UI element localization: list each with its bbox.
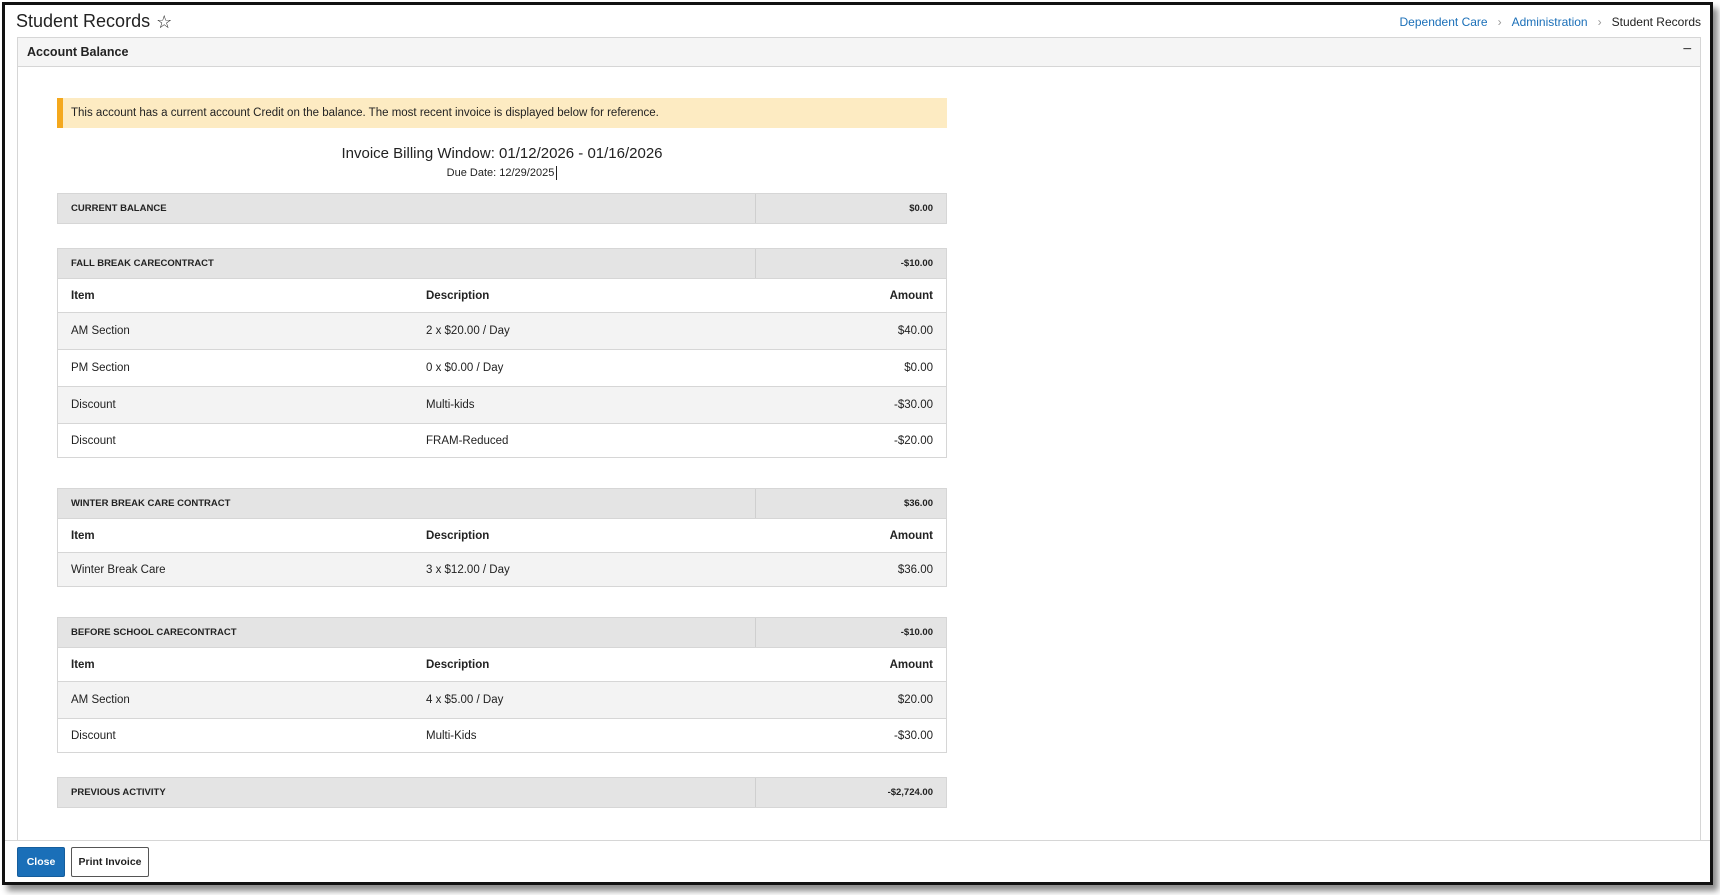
cell-amount: -$20.00 bbox=[893, 434, 933, 447]
footer-bar bbox=[5, 840, 1710, 883]
table-row bbox=[58, 423, 946, 457]
section-amount: $0.00 bbox=[909, 203, 933, 214]
credit-alert bbox=[57, 98, 947, 128]
page-title-group bbox=[16, 11, 172, 32]
panel-title: Account Balance bbox=[27, 45, 129, 59]
cell-item: Winter Break Care bbox=[71, 563, 166, 576]
cell-description: 3 x $12.00 / Day bbox=[426, 563, 510, 576]
cell-item: PM Section bbox=[71, 362, 130, 374]
table-row bbox=[58, 386, 946, 423]
table-header-row bbox=[58, 647, 946, 681]
invoice-content bbox=[57, 98, 947, 808]
column-header-amount: Amount bbox=[889, 289, 933, 302]
text-cursor bbox=[556, 166, 557, 180]
breadcrumb-administration[interactable]: Administration bbox=[1511, 15, 1588, 29]
alert-text: This account has a current account Credit on the balance. The most recent invoice is displayed below for reference. bbox=[71, 107, 659, 119]
breadcrumb bbox=[1400, 15, 1701, 29]
due-date: Due Date: 12/29/2025 bbox=[446, 166, 555, 179]
star-icon[interactable]: ☆ bbox=[156, 11, 173, 32]
cell-item: AM Section bbox=[71, 694, 130, 706]
breadcrumb-dependent-care[interactable]: Dependent Care bbox=[1399, 15, 1488, 29]
column-header-description: Description bbox=[426, 529, 490, 542]
section-label: FALL BREAK CARECONTRACT bbox=[58, 249, 756, 278]
cell-description: 2 x $20.00 / Day bbox=[426, 325, 510, 337]
account-balance-panel bbox=[17, 37, 1701, 843]
cell-description: 4 x $5.00 / Day bbox=[426, 694, 504, 706]
cell-amount: -$30.00 bbox=[893, 399, 933, 411]
chevron-right-icon: › bbox=[1497, 15, 1502, 29]
section-amount: $36.00 bbox=[903, 498, 933, 509]
billing-window: Invoice Billing Window: 01/12/2026 - 01/16/2026 bbox=[341, 145, 663, 162]
section-header bbox=[58, 489, 946, 518]
cell-item: Discount bbox=[71, 399, 116, 411]
cell-amount: $40.00 bbox=[897, 325, 933, 337]
table-header-row bbox=[58, 518, 946, 552]
cell-description: Multi-Kids bbox=[426, 729, 477, 742]
contract-section-winter-break bbox=[57, 488, 947, 587]
table-row bbox=[58, 718, 946, 752]
section-label: BEFORE SCHOOL CARECONTRACT bbox=[58, 618, 756, 647]
page-title: Student Records bbox=[16, 11, 151, 31]
section-header bbox=[58, 778, 946, 807]
section-amount: -$10.00 bbox=[900, 627, 933, 638]
collapse-icon[interactable]: − bbox=[1682, 41, 1692, 58]
top-bar bbox=[5, 5, 1710, 37]
table-row bbox=[58, 552, 946, 586]
current-balance-section bbox=[57, 193, 947, 224]
panel-header bbox=[18, 38, 1700, 67]
section-header bbox=[58, 194, 946, 223]
section-label: CURRENT BALANCE bbox=[58, 194, 756, 223]
section-header bbox=[58, 618, 946, 647]
section-amount: -$10.00 bbox=[900, 258, 933, 269]
column-header-description: Description bbox=[426, 658, 490, 671]
contract-section-fall-break bbox=[57, 248, 947, 458]
due-date-line bbox=[57, 166, 947, 180]
billing-info bbox=[57, 145, 947, 180]
section-header bbox=[58, 249, 946, 278]
column-header-item: Item bbox=[71, 658, 95, 671]
table-row bbox=[58, 312, 946, 349]
cell-amount: $20.00 bbox=[897, 694, 933, 706]
column-header-amount: Amount bbox=[889, 658, 933, 671]
column-header-item: Item bbox=[71, 529, 95, 542]
table-header-row bbox=[58, 278, 946, 312]
previous-activity-section bbox=[57, 777, 947, 808]
cell-description: Multi-kids bbox=[426, 399, 475, 411]
section-label: PREVIOUS ACTIVITY bbox=[58, 778, 756, 807]
breadcrumb-current: Student Records bbox=[1611, 15, 1701, 29]
chevron-right-icon: › bbox=[1597, 15, 1602, 29]
column-header-amount: Amount bbox=[889, 529, 933, 542]
cell-item: Discount bbox=[71, 729, 116, 742]
column-header-description: Description bbox=[426, 289, 490, 302]
cell-amount: $0.00 bbox=[904, 362, 933, 374]
cell-description: FRAM-Reduced bbox=[426, 434, 509, 447]
app-window bbox=[2, 2, 1713, 885]
cell-amount: $36.00 bbox=[897, 563, 933, 576]
cell-item: Discount bbox=[71, 434, 116, 447]
column-header-item: Item bbox=[71, 289, 95, 302]
print-invoice-button[interactable]: Print Invoice bbox=[71, 847, 149, 877]
close-button[interactable]: Close bbox=[17, 847, 65, 877]
contract-section-before-school bbox=[57, 617, 947, 753]
table-row bbox=[58, 681, 946, 718]
cell-item: AM Section bbox=[71, 325, 130, 337]
section-amount: -$2,724.00 bbox=[887, 787, 933, 798]
section-label: WINTER BREAK CARE CONTRACT bbox=[58, 489, 756, 518]
cell-amount: -$30.00 bbox=[893, 729, 933, 742]
table-row bbox=[58, 349, 946, 386]
cell-description: 0 x $0.00 / Day bbox=[426, 362, 504, 374]
